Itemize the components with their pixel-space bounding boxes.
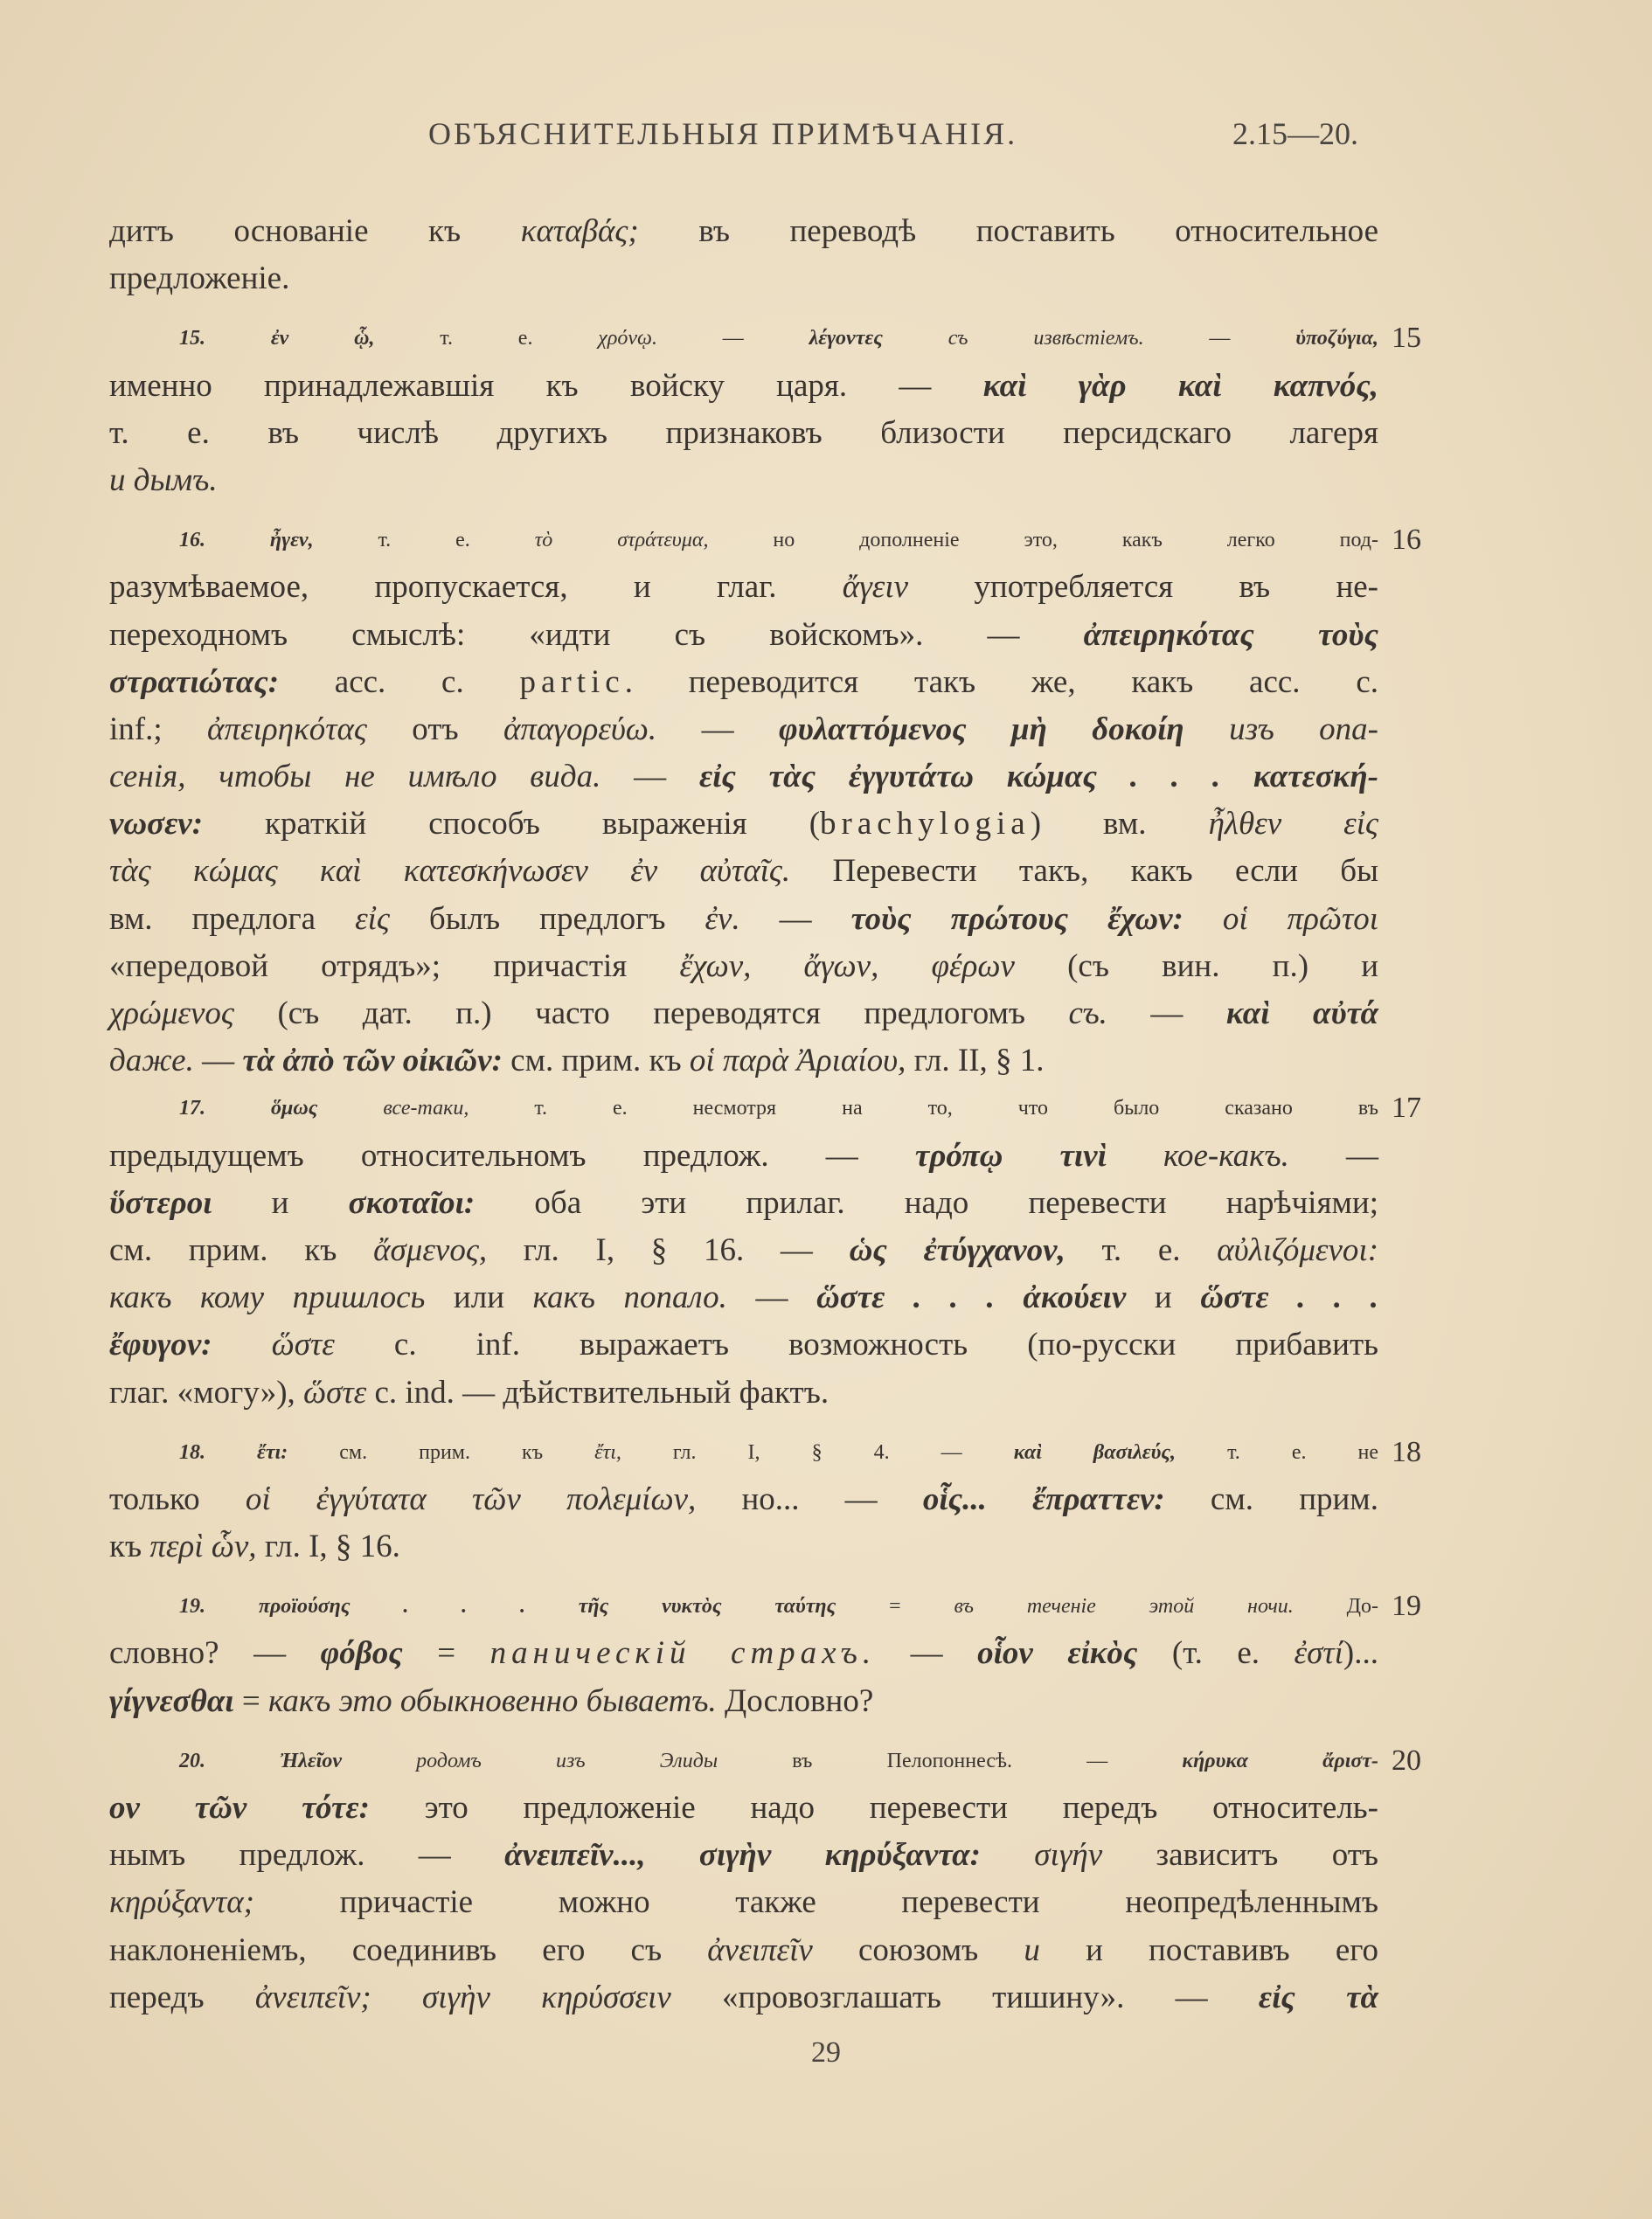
note-19-line: 19. προϊούσης . . . τῆς νυκτὸς ταύτης = въ теченіе этой ночи. До- 19: [109, 1583, 1378, 1630]
text-line: глаг. «могу»), ὥστε c. ind. — дѣйствительный фактъ.: [109, 1374, 829, 1411]
text-line: ἔφυγον: ὥστε c. inf. выражаетъ возможность (по-русски прибавить: [109, 1327, 1378, 1363]
line-number: 20: [1392, 1744, 1421, 1777]
text-line: какъ кому пришлось или какъ попало. — ὥστε . . . ἀκούειν и ὥστε . . .: [109, 1279, 1378, 1316]
text-line: т. е. въ числѣ другихъ признаковъ близости персидскаго лагеря: [109, 414, 1378, 451]
text-line: inf.; ἀπειρηκότας отъ ἀπαγορεύω. — φυλαττόμενος μὴ δοκοίη изъ опа-: [109, 711, 1379, 747]
text-line: наклоненіемъ, соединивъ его съ ἀνειπεῖν союзомъ и и поставивъ его: [109, 1931, 1379, 1968]
note-16-line: 16. ἦγεν, т. е. τὸ στράτευμα, но дополненіе это, какъ легко под- 16: [109, 517, 1378, 564]
line-number: 16: [1392, 524, 1421, 557]
running-head-section-range: 2.15—20.: [1232, 116, 1358, 151]
text-line: ον τῶν τότε: это предложеніе надо перевести передъ относитель-: [109, 1790, 1378, 1826]
text-line: см. прим. къ ἄσμενος, гл. I, § 16. — ὡς ἐτύγχανον, т. е. αὐλιζόμενοι:: [109, 1231, 1379, 1268]
text-line: τὰς κώμας καὶ κατεσκήνωσεν ἐν αὐταῖς. Перевести такъ, какъ если бы: [109, 853, 1378, 890]
line-number: 15: [1392, 322, 1421, 355]
text-line: передъ ἀνειπεῖν; σιγὴν κηρύσσειν «провозглашать тишину». — εἰς τὰ: [109, 1979, 1378, 2015]
text-line: предыдущемъ относительномъ предлож. — τρόπῳ τινὶ кое-какъ. —: [109, 1137, 1378, 1174]
text-line: вм. предлога εἰς былъ предлогъ ἐν. — τοὺς πρώτους ἔχων: οἱ πρῶτοι: [109, 900, 1378, 937]
text-line: словно? — φόβος = паническій страхъ. — οἷον εἰκὸς (т. е. ἐστί)...: [109, 1635, 1378, 1672]
text-line: γίγνεσθαι = какъ это обыкновенно бываетъ. Дословно?: [109, 1682, 874, 1719]
text-line: къ περὶ ὧν, гл. I, § 16.: [109, 1529, 400, 1565]
line-number: 19: [1392, 1590, 1421, 1623]
text-line: νωσεν: краткій способъ выраженія (brachylogia) вм. ἦλθεν εἰς: [109, 806, 1379, 843]
text-line: даже. — τὰ ἀπὸ τῶν οἰκιῶν: см. прим. къ οἱ παρὰ Ἀριαίου, гл. II, § 1.: [109, 1043, 1045, 1079]
running-head-title: ОБЪЯСНИТЕЛЬНЫЯ ПРИМѢЧАНІЯ.: [428, 116, 1018, 151]
text-line: κηρύξαντα; причастіе можно также перевести неопредѣленнымъ: [109, 1884, 1378, 1921]
note-18-line: 18. ἔτι: см. прим. къ ἔτι, гл. I, § 4. — καὶ βασιλεύς, т. е. не 18: [109, 1429, 1378, 1476]
text-line: и дымъ.: [109, 461, 218, 498]
commentary-body: [109, 208, 1421, 2021]
page-number: 29: [811, 2036, 841, 2069]
text-line: нымъ предлож. — ἀνειπεῖν..., σιγὴν κηρύξαντα: σιγήν зависитъ отъ: [109, 1837, 1379, 1874]
text-line: именно принадлежавшія къ войску царя. — καὶ γὰρ καὶ καπνός,: [109, 367, 1378, 404]
text-line: στρατιώτας: асс. с. partic. переводится такъ же, какъ асс. с.: [109, 663, 1378, 700]
text-line: сенія, чтобы не имѣло вида. — εἰς τὰς ἐγγυτάτω κώμας . . . κατεσκή-: [109, 759, 1378, 795]
line-number: 18: [1392, 1435, 1421, 1468]
text-line: только οἱ ἐγγύτατα τῶν πολεμίων, но... — οἷς... ἔπραττεν: см. прим.: [109, 1480, 1378, 1517]
note-17-line: 17. ὅμως все-таки, т. е. несмотря на то, что было сказано въ 17: [109, 1085, 1378, 1132]
text-line: переходномъ смыслѣ: «идти съ войскомъ». — ἀπειρηκότας τοὺς: [109, 616, 1378, 653]
text-line: χρώμενος (съ дат. п.) часто переводятся предлогомъ съ. — καὶ αὐτά: [109, 995, 1379, 1031]
running-head: [0, 115, 1652, 159]
text-line: предложеніе.: [109, 260, 290, 297]
note-20-line: 20. Ἠλεῖον родомъ изъ Элиды въ Пелопоннесѣ. — κήρυκα ἄριστ- 20: [109, 1737, 1378, 1785]
note-15-line: 15. ἐν ᾧ, т. е. χρόνῳ. — λέγοντες съ извѣстіемъ. — ὑποζύγια, 15: [109, 315, 1378, 362]
text-line: «передовой отрядъ»; причастія ἔχων, ἄγων, φέρων (съ вин. п.) и: [109, 947, 1379, 984]
text-line: дитъ основаніе къ καταβάς; въ переводѣ поставить относительное: [109, 213, 1378, 249]
text-line: ὕστεροι и σκοταῖοι: оба эти прилаг. надо перевести нарѣчіями;: [109, 1184, 1378, 1221]
text-line: разумѣваемое, пропускается, и глаг. ἄγειν употребляется въ не-: [109, 569, 1379, 606]
line-number: 17: [1392, 1092, 1421, 1125]
